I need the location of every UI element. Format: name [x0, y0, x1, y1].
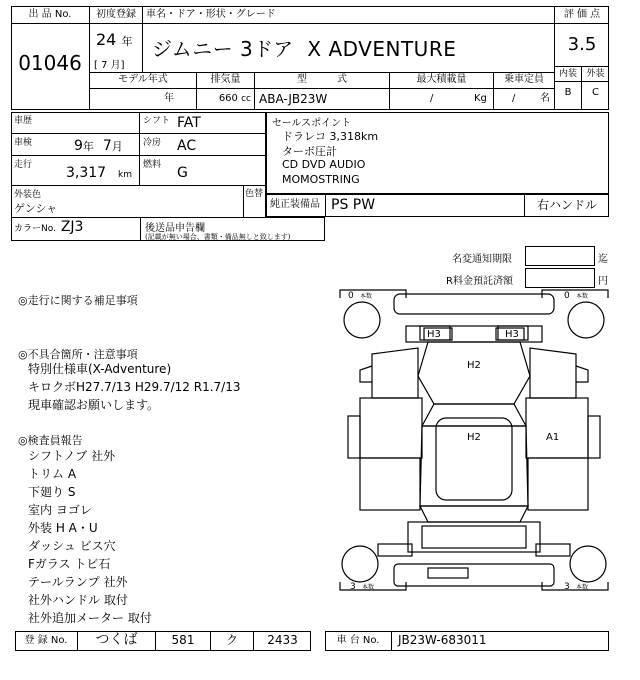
rear-plate [428, 568, 468, 578]
inspector-label: ◎検査員報告 [18, 434, 83, 447]
recycle-label: R料金預託済額 [446, 276, 513, 287]
after-label: 後送品申告欄 [145, 223, 205, 234]
first-reg-month: [ 7 月] [94, 60, 125, 71]
reg-number: 2433 [267, 633, 298, 647]
name-change-box [525, 246, 595, 266]
name-change-label: 名変通知期限 [452, 254, 512, 265]
lot-number: 01046 [11, 24, 90, 110]
inspector-line-4: 室内 ヨゴレ [28, 503, 92, 517]
after-note: (記載が無い場合、書類・備品無しと致します) [145, 233, 291, 241]
reg-label: 登 録 No. [15, 631, 78, 651]
tail-lamp-right [536, 544, 570, 556]
details-row3 [11, 156, 266, 186]
damage-h3-right: H3 [505, 329, 519, 340]
shift-label: シフト [143, 116, 171, 126]
details-row1 [11, 112, 266, 134]
steering-side: 右ハンドル [524, 194, 609, 217]
exterior-label: 外装 [582, 66, 609, 82]
displacement-unit: cc [241, 94, 251, 104]
corner-tl-unit: 本数 [360, 293, 373, 300]
displacement-value [197, 89, 255, 110]
rear-glass [420, 506, 528, 522]
reg-class: 581 [156, 631, 211, 651]
inspector-line-7: Fガラス トビ石 [28, 557, 111, 571]
quarter-right [528, 458, 588, 510]
capacity-label: 乗車定員 [494, 72, 554, 89]
fender-front-left [372, 348, 418, 398]
inspector-line-9: 社外ハンドル 取付 [28, 593, 128, 607]
chassis-label: 車 台 No. [325, 631, 392, 651]
history-label: 車歴 [14, 116, 33, 126]
car-name: ジムニー 3ドア X ADVENTURE [152, 37, 457, 61]
corner-tl-count: 0 [348, 291, 354, 301]
color-value: ゲンシャ [14, 202, 58, 215]
model-label: 型 式 [255, 72, 390, 89]
ac-value: AC [177, 138, 197, 154]
tire-front-right [568, 302, 604, 338]
shaken-month: 7 [102, 138, 112, 154]
sales-point-2: ターボ圧計 [282, 145, 337, 158]
front-bumper [394, 294, 554, 314]
defect-line-3: 現車確認お願いします。 [28, 398, 160, 412]
inspector-line-10: 社外追加メーター 取付 [28, 611, 152, 625]
step-left [348, 416, 360, 458]
defect-line-2: キロクボH27.7/13 H29.7/12 R1.7/13 [28, 380, 241, 394]
model-value: ABA-JB23W [255, 89, 390, 110]
shaken-month-unit: 月 [111, 140, 123, 153]
shaken-year: 9 [74, 138, 83, 154]
name-change-unit: 迄 [598, 254, 608, 265]
recycle-box [525, 268, 595, 288]
corner-br-unit: 本数 [576, 584, 589, 591]
defect-line-1: 特別仕様車(X-Adventure) [28, 362, 172, 376]
max-load-slash: / [430, 93, 434, 104]
lot-label: 出 品 No. [11, 6, 90, 24]
mileage-value: 3,317 [66, 165, 107, 181]
damage-h3-left: H3 [427, 329, 441, 340]
tail-lamp-left [378, 544, 412, 556]
chassis-number: JB23W-683011 [398, 633, 487, 647]
corner-bl-unit: 本数 [362, 584, 375, 591]
shaken-value [74, 138, 123, 154]
year-value: 24 [96, 30, 117, 49]
shift-value: FAT [177, 115, 201, 131]
inspector-line-2: トリム A [28, 467, 77, 481]
max-load-label: 最大積載量 [390, 72, 494, 89]
inspector-line-5: 外装 H A・U [28, 521, 98, 535]
quarter-left [360, 458, 420, 510]
grade-label: 評 価 点 [554, 6, 609, 24]
overall-score: 3.5 [554, 24, 609, 66]
interior-grade: B [554, 82, 582, 110]
door-right [526, 398, 588, 458]
mirror-right [576, 366, 588, 382]
reg-kana: ク [211, 631, 254, 651]
sales-point-4: MOMOSTRING [282, 173, 360, 186]
step-right [588, 416, 600, 458]
first-reg-label: 初度登録 [90, 6, 143, 24]
ac-label: 冷房 [143, 138, 162, 148]
car-diagram [336, 286, 612, 612]
corner-tr-unit: 本数 [576, 293, 589, 300]
damage-h2-hood: H2 [467, 360, 481, 371]
fuel-value: G [177, 165, 188, 181]
tire-rear-left [342, 546, 378, 582]
capacity-unit: 名 [540, 93, 550, 104]
inspector-line-3: 下廻り S [28, 485, 76, 499]
recycle-unit: 円 [598, 276, 608, 287]
defect-label: ◎不具合箇所・注意事項 [18, 348, 138, 361]
sales-point-1: ドラレコ 3,318km [282, 130, 379, 143]
interior-label: 内装 [554, 66, 582, 82]
corner-tr-count: 0 [564, 291, 570, 301]
mileage-label: 走行 [14, 160, 33, 170]
mirror-left [360, 366, 372, 382]
fuel-label: 燃料 [143, 160, 162, 170]
year-unit: 年 [121, 35, 133, 48]
color-no-label [11, 217, 141, 241]
damage-a1-door-right: A1 [546, 432, 560, 443]
year-divider [90, 24, 143, 72]
displacement-label: 排気量 [197, 72, 255, 89]
max-load-unit: Kg [474, 93, 487, 104]
shaken-year-unit: 年 [82, 140, 94, 153]
corner-br-count: 3 [564, 582, 570, 592]
equipment-value: PS PW [331, 197, 376, 213]
inspector-line-1: シフトノブ 社外 [28, 449, 116, 463]
roof-inner [436, 418, 512, 500]
equipment-label: 純正装備品 [266, 194, 326, 217]
tire-front-left [344, 302, 380, 338]
model-year-unit: 年 [164, 93, 174, 104]
details-row2 [11, 134, 266, 156]
inspector-line-6: ダッシュ ビス穴 [28, 539, 116, 553]
capacity-value [494, 89, 554, 110]
model-year-value [90, 89, 197, 110]
color-no-value: ZJ3 [60, 219, 84, 235]
door-left [360, 398, 422, 458]
tire-rear-right [570, 546, 606, 582]
corner-bracket-tr [542, 290, 608, 298]
corner-bl-count: 3 [350, 582, 356, 592]
capacity-slash: / [512, 93, 516, 104]
fender-front-right [530, 348, 576, 398]
hood [418, 342, 530, 404]
sales-point-label: セールスポイント [272, 118, 352, 129]
color-label: 外装色 [14, 190, 42, 200]
rear-bumper [394, 564, 554, 586]
damage-h2-roof: H2 [467, 432, 481, 443]
inspector-line-8: テールランプ 社外 [28, 575, 128, 589]
model-year-label: モデル年式 [90, 72, 197, 89]
sales-point-3: CD DVD AUDIO [282, 158, 366, 171]
mileage-unit: km [118, 170, 132, 180]
spare-tire [422, 526, 526, 548]
max-load-value [390, 89, 494, 110]
shaken-label: 車検 [14, 138, 33, 148]
description-label: 車名・ドア・形状・グレード [143, 6, 554, 24]
color-no-label-text: カラーNo. [14, 224, 56, 234]
color-change-label: 色替 [243, 186, 266, 218]
supplement-label: ◎走行に関する補足事項 [18, 294, 138, 307]
displacement-number: 660 [218, 93, 238, 104]
exterior-grade: C [592, 87, 599, 98]
reg-area: つくば [78, 631, 156, 651]
